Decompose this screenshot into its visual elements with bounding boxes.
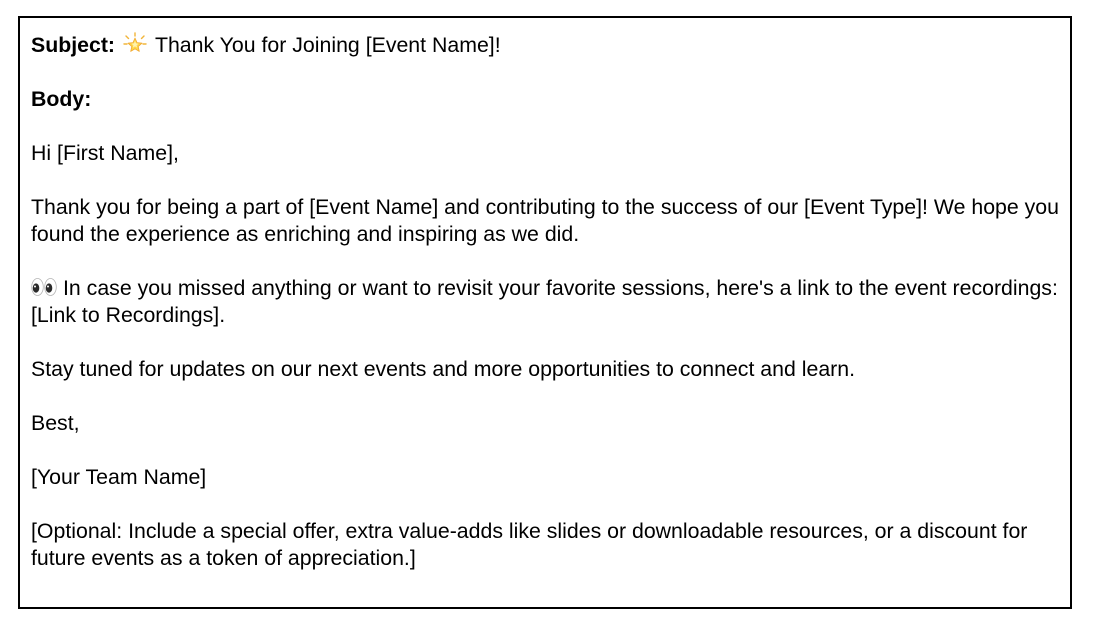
body-label: Body: [31, 87, 92, 111]
subject-text: Thank You for Joining [Event Name]! [154, 33, 501, 57]
subject-label: Subject: [31, 33, 116, 57]
glowing-star-icon [123, 32, 147, 56]
paragraph-thanks: Thank you for being a part of [Event Name] and contributing to the success of our [Event Type]! We hope you found the experience as enriching and inspiring as we did. [31, 195, 1059, 246]
optional-note: [Optional: Include a special offer, extra value-adds like slides or downloadable resources, or a discount for future events as a token of appreciation.] [31, 519, 1028, 570]
email-content [31, 32, 1067, 572]
email-template-box [18, 16, 1072, 609]
eyes-icon [31, 277, 57, 297]
greeting: Hi [First Name], [31, 141, 179, 165]
signoff: Best, [31, 411, 80, 435]
paragraph-stay-tuned: Stay tuned for updates on our next events and more opportunities to connect and learn. [31, 357, 856, 381]
signature: [Your Team Name] [31, 465, 207, 489]
subject-line [31, 32, 1067, 59]
recordings-text: In case you missed anything or want to revisit your favorite sessions, here's a link to the event recordings: [Link to Recordings]. [31, 276, 1058, 327]
paragraph-recordings [31, 275, 1067, 329]
